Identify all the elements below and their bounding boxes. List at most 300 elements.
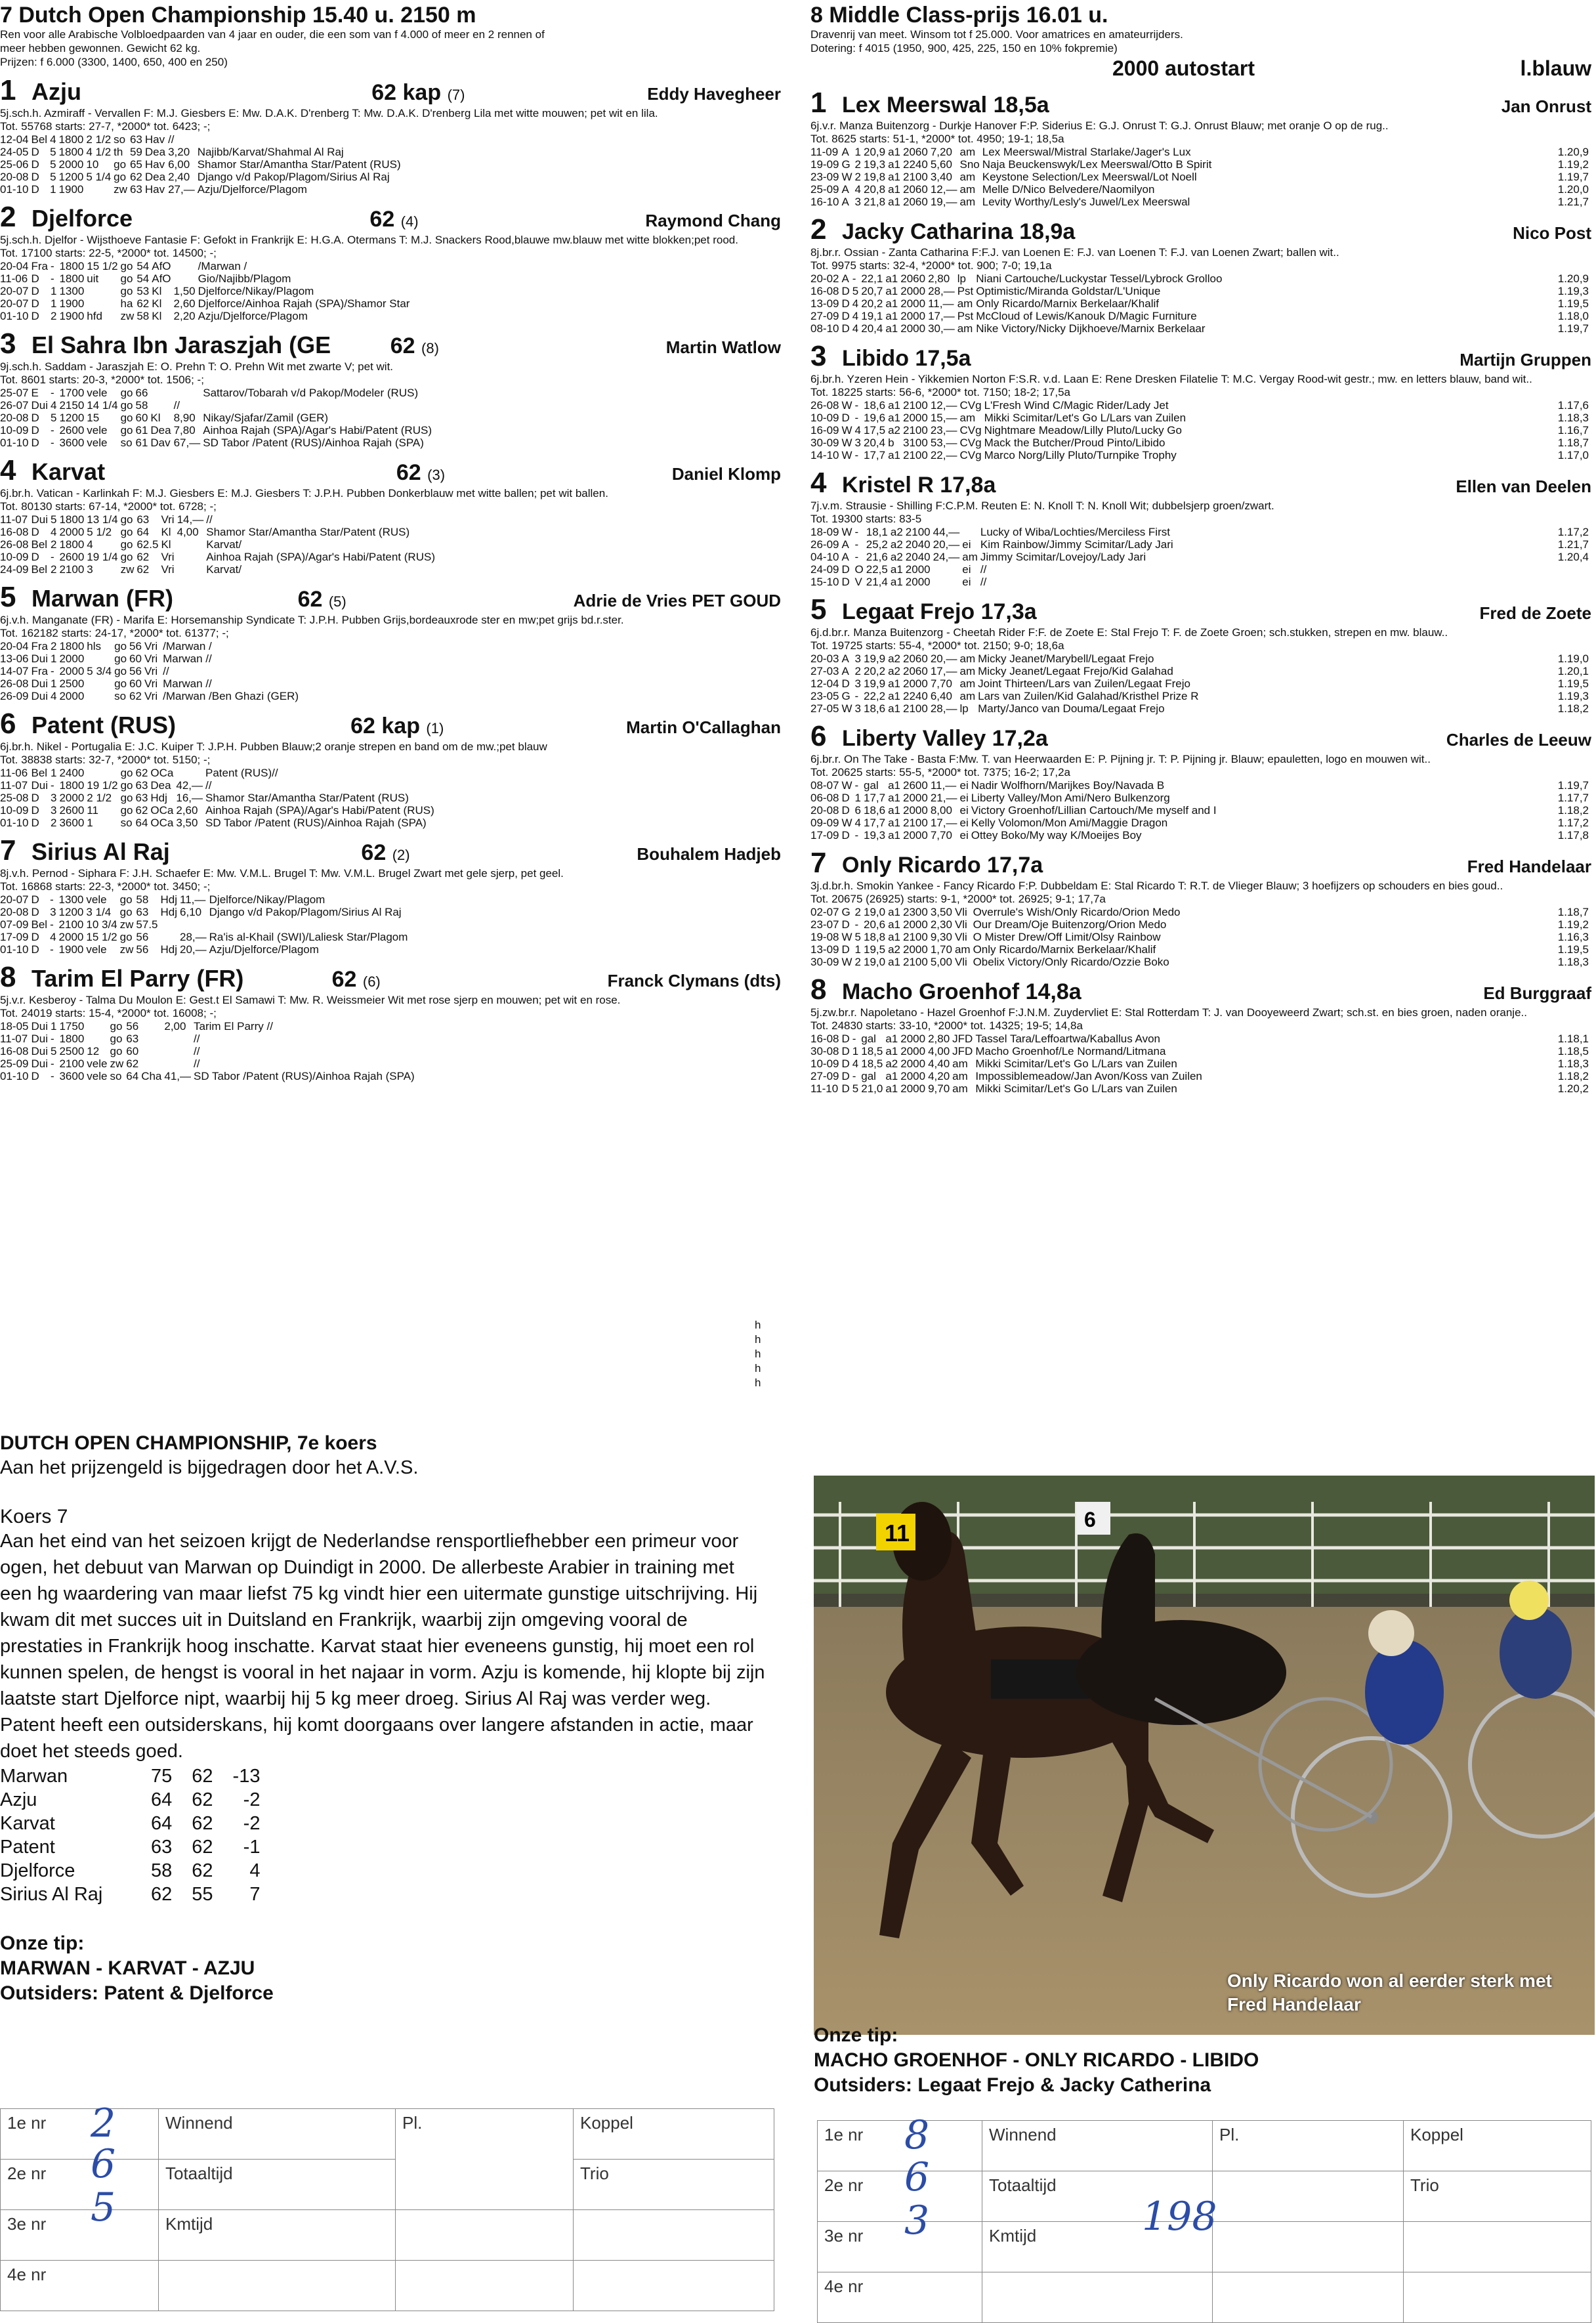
form-cell: am: [959, 146, 976, 158]
form-row: [0, 1045, 781, 1057]
form-cell: vele: [86, 893, 107, 906]
form-cell: 18-09: [810, 526, 839, 538]
form-cell: Lars van Zuilen/Kid Galahad/Kristhel Prize R: [978, 690, 1199, 702]
form-cell: go: [114, 158, 127, 171]
form-cell: D: [31, 272, 39, 285]
form-row: [0, 538, 781, 551]
horse-name: Djelforce: [32, 205, 133, 232]
form-cell: 19,3: [864, 158, 886, 171]
form-cell: go: [120, 399, 133, 412]
form-cell: 5: [51, 1045, 57, 1057]
horse-entry: [810, 593, 1591, 715]
form-cell: a1: [888, 399, 901, 412]
form-cell: [141, 1057, 164, 1070]
form-cell: 4: [854, 424, 861, 437]
form-cell: 21,4: [866, 576, 888, 588]
form-cell: a1: [888, 792, 901, 804]
horse-weight: [369, 207, 645, 232]
form-cell: 2600: [59, 551, 85, 563]
form-cell: 4,40: [928, 1057, 950, 1070]
form-cell: D: [31, 792, 39, 804]
form-row: [810, 551, 1591, 563]
form-cell: Cha: [141, 1070, 162, 1082]
form-cell: 11-07: [0, 1033, 28, 1045]
form-row: [0, 412, 781, 424]
form-cell: 1200: [58, 906, 84, 918]
form-cell: 17,—: [930, 817, 957, 829]
form-cell: 17,7: [864, 449, 886, 461]
form-cell: Vri: [144, 677, 158, 690]
form-row: [810, 690, 1591, 702]
form-cell: gal: [861, 1070, 876, 1082]
form-cell: Obelix Victory/Only Ricardo/Ozzie Boko: [973, 956, 1169, 968]
post-position: (1): [426, 720, 444, 736]
form-cell: Vri: [144, 652, 158, 665]
form-cell: Gio/Najibb/Plagom: [198, 272, 291, 285]
form-cell: 1: [50, 183, 56, 196]
form-cell: so: [114, 690, 127, 702]
form-cell: W: [841, 437, 852, 449]
form-cell: 1.17,6: [1557, 399, 1589, 412]
form-cell: 14-10: [810, 449, 839, 461]
form-cell: go: [120, 260, 133, 272]
form-cell: Ra'is al-Khail (SWI)/Laliesk Star/Plagom: [209, 931, 408, 943]
form-cell: 19,5: [864, 943, 886, 956]
form-cell: [209, 918, 781, 931]
horse-stats: Tot. 16868 starts: 22-3, *2000* tot. 3450; -;: [0, 880, 211, 893]
form-cell: vele: [87, 437, 108, 449]
rating-cell: 4: [249, 1860, 261, 1881]
form-cell: Pst: [957, 310, 974, 322]
form-cell: 1800: [58, 133, 84, 146]
race-description-line: Prijzen: f 6.000 (3300, 1400, 650, 400 en 250): [0, 56, 228, 68]
form-row: [0, 804, 781, 817]
form-cell: 20-02: [810, 272, 839, 285]
form-row: [810, 652, 1591, 665]
form-cell: 53,—: [930, 437, 957, 449]
rating-cell: Sirius Al Raj: [0, 1884, 103, 1905]
form-cell: -: [51, 779, 54, 792]
form-cell: //: [173, 399, 180, 412]
form-cell: 1.18,1: [1557, 1033, 1589, 1045]
bet-label: 1e nr: [818, 2121, 982, 2171]
form-cell: 11,—: [928, 297, 954, 310]
form-cell: 1.18,5: [1557, 1045, 1589, 1057]
form-cell: a1: [888, 158, 901, 171]
form-row: [0, 817, 781, 829]
form-row: [810, 792, 1591, 804]
form-cell: 2400: [59, 767, 85, 779]
form-cell: go: [114, 652, 127, 665]
form-cell: Vli: [954, 931, 967, 943]
form-cell: 60: [135, 412, 148, 424]
form-cell: 5: [50, 146, 56, 158]
autostart-label: 2000 autostart: [1112, 56, 1255, 80]
h-mark: h: [755, 1319, 761, 1331]
form-cell: 16-08: [0, 526, 29, 538]
form-cell: -: [854, 412, 859, 424]
post-position: (7): [447, 87, 465, 103]
form-cell: A: [841, 551, 849, 563]
form-cell: 1.19,3: [1557, 285, 1589, 297]
form-cell: 7,20: [930, 146, 952, 158]
horse-description: 8j.br.r. Ossian - Zanta Catharina F:F.J. van Loenen E: F.J. van Loenen T: F.J. van Loenen Zwart; ballen wit..: [810, 246, 1339, 259]
form-cell: [87, 690, 114, 702]
form-cell: -: [51, 1033, 54, 1045]
form-cell: 12-04: [810, 677, 839, 690]
form-cell: Macho Groenhof/Le Normand/Litmana: [975, 1045, 1166, 1057]
form-cell: 20-04: [0, 640, 29, 652]
form-cell: 10-09: [0, 551, 29, 563]
form-cell: Djelforce/Nikay/Plagom: [209, 893, 326, 906]
form-cell: D: [31, 526, 39, 538]
horse-entry: [810, 87, 1591, 208]
horse-entry: [0, 201, 781, 322]
form-cell: CVg: [959, 437, 982, 449]
form-cell: am: [959, 183, 976, 196]
form-cell: 1.19,5: [1557, 943, 1589, 956]
form-cell: Lex Meerswal/Mistral Starlake/Jager's Lux: [982, 146, 1191, 158]
form-cell: 2000: [59, 665, 85, 677]
form-row: [810, 1045, 1591, 1057]
form-row: [810, 1070, 1591, 1082]
form-row: [810, 1082, 1591, 1095]
form-cell: 2000: [900, 1082, 926, 1095]
form-cell: 30-09: [810, 956, 839, 968]
rating-cell: Karvat: [0, 1813, 55, 1834]
form-cell: 27,—: [168, 183, 195, 196]
form-cell: am: [959, 690, 976, 702]
horse-name: Liberty Valley 17,2a: [842, 726, 1048, 751]
form-table: [0, 767, 781, 829]
form-cell: 3: [51, 804, 57, 817]
form-cell: -: [854, 551, 859, 563]
form-cell: 25-09: [0, 1057, 29, 1070]
form-row: [810, 931, 1591, 943]
form-cell: 1300: [59, 285, 85, 297]
form-cell: [933, 563, 963, 576]
form-cell: 60: [126, 1045, 139, 1057]
form-cell: 14,—: [177, 513, 204, 526]
form-cell: Kl: [152, 310, 162, 322]
driver-name: Adrie de Vries PET GOUD: [573, 591, 781, 610]
rating-cell: -13: [232, 1766, 261, 1787]
form-cell: 1: [51, 652, 57, 665]
form-cell: 2: [51, 538, 57, 551]
form-cell: a1: [888, 677, 901, 690]
form-cell: 2100: [903, 449, 928, 461]
form-cell: V: [854, 576, 862, 588]
form-row: [810, 677, 1591, 690]
form-cell: [198, 133, 781, 146]
form-cell: A: [841, 146, 849, 158]
rating-cell: 62: [192, 1860, 213, 1881]
form-cell: D: [841, 1033, 850, 1045]
form-cell: 15 1/2: [86, 931, 117, 943]
form-row: [810, 272, 1591, 285]
form-cell: 3600: [59, 437, 85, 449]
form-row: [810, 322, 1591, 335]
form-cell: 4: [854, 183, 861, 196]
tip-heading: Onze tip:: [0, 1932, 85, 1954]
form-cell: 2000: [905, 576, 931, 588]
form-cell: 58: [136, 893, 149, 906]
form-cell: 1.17,8: [1557, 829, 1589, 842]
form-cell: 27-09: [810, 1070, 839, 1082]
form-cell: W: [841, 956, 852, 968]
form-cell: 11: [87, 804, 98, 817]
form-cell: Micky Jeanet/Legaat Frejo/Kid Galahad: [978, 665, 1173, 677]
form-cell: //: [980, 576, 987, 588]
form-cell: 1.21,7: [1557, 196, 1589, 208]
form-cell: Dav: [150, 437, 171, 449]
horse-number: 3: [0, 328, 16, 360]
form-cell: 1.20,0: [1557, 183, 1589, 196]
form-cell: go: [119, 893, 133, 906]
form-cell: D: [841, 563, 850, 576]
form-cell: 2000: [59, 526, 85, 538]
form-cell: 17,—: [930, 665, 957, 677]
form-cell: D: [841, 1045, 850, 1057]
form-cell: 1,50: [173, 285, 196, 297]
form-row: [810, 412, 1591, 424]
rating-cell: -2: [243, 1813, 261, 1834]
form-cell: -: [854, 779, 859, 792]
form-cell: Marty/Janco van Douma/Legaat Frejo: [978, 702, 1165, 715]
form-cell: 24-09: [810, 563, 839, 576]
form-cell: Levity Worthy/Lesly's Juwel/Lex Meerswal: [982, 196, 1190, 208]
form-cell: am: [959, 652, 976, 665]
form-cell: 58: [135, 399, 148, 412]
form-cell: Ainhoa Rajah (SPA)/Agar's Habi/Patent (RUS): [203, 424, 432, 437]
bet-label: Kmtijd: [159, 2210, 396, 2261]
form-cell: 62: [136, 563, 150, 576]
form-cell: 19,—: [930, 196, 957, 208]
form-row: [0, 931, 781, 943]
form-cell: Kl: [161, 526, 171, 538]
form-cell: 64: [136, 526, 150, 538]
form-cell: 2000: [903, 804, 928, 817]
form-cell: 19,1: [861, 310, 883, 322]
form-cell: go: [120, 792, 133, 804]
form-cell: A: [841, 538, 849, 551]
form-cell: Kl: [150, 412, 161, 424]
rating-cell: Djelforce: [0, 1860, 75, 1881]
form-cell: [161, 931, 180, 943]
form-cell: 5: [854, 931, 861, 943]
form-cell: 19,6: [864, 412, 886, 424]
bet-label: Pl.: [396, 2109, 574, 2160]
form-cell: 62: [129, 690, 142, 702]
form-cell: 20,—: [180, 943, 207, 956]
form-cell: 11-09: [810, 146, 839, 158]
form-cell: Dea: [144, 171, 166, 183]
form-cell: D: [31, 817, 39, 829]
form-cell: ei: [962, 563, 971, 576]
form-cell: 2300: [903, 906, 928, 918]
form-cell: 01-10: [0, 1070, 29, 1082]
form-cell: 30-09: [810, 437, 839, 449]
form-cell: CVg: [959, 399, 982, 412]
form-cell: 20,2: [864, 665, 886, 677]
form-cell: 2040: [905, 538, 931, 551]
form-cell: a1: [888, 146, 901, 158]
form-cell: 18,6: [864, 702, 886, 715]
form-cell: 01-10: [0, 437, 29, 449]
form-cell: 26-08: [0, 538, 29, 551]
form-cell: -: [854, 449, 859, 461]
form-cell: go: [114, 677, 127, 690]
form-cell: 24,—: [933, 551, 960, 563]
form-cell: 1: [854, 792, 861, 804]
horse-stats: Tot. 24830 starts: 33-10, *2000* tot. 14325; 19-5; 14,8a: [810, 1019, 1083, 1032]
form-cell: 11-07: [0, 513, 28, 526]
form-cell: 27-03: [810, 665, 839, 677]
form-cell: 3: [87, 563, 93, 576]
form-cell: 17,—: [928, 310, 955, 322]
form-cell: 63: [129, 183, 142, 196]
form-cell: 4: [854, 817, 861, 829]
horse-entry: [810, 847, 1591, 968]
horse-name: Jacky Catharina 18,9a: [842, 219, 1076, 244]
driver-name: Franck Clymans (dts): [607, 971, 781, 991]
form-cell: 63: [136, 513, 150, 526]
form-cell: 1.18,2: [1557, 1070, 1589, 1082]
form-cell: 2000: [59, 792, 85, 804]
race-8-description: [810, 28, 1591, 55]
handwritten-pick: 8: [904, 2112, 930, 2158]
form-cell: 13 1/4: [87, 513, 118, 526]
form-cell: Bel: [31, 133, 48, 146]
horse-entry: [0, 834, 781, 956]
form-cell: zw: [119, 943, 134, 956]
form-cell: 4: [51, 399, 57, 412]
horse-stats: Tot. 19725 starts: 55-4, *2000* tot. 2150; 9-0; 18,6a: [810, 639, 1064, 652]
horse-description: 6j.v.h. Manganate (FR) - Marifa E: Horsemanship Syndicate T: J.P.H. Pubben Grijs,bordeauxrode ster en mw;pet grijs bd.r.ster.: [0, 614, 624, 626]
horse-header: [810, 467, 1591, 500]
weight-value: 62: [361, 840, 387, 865]
form-cell: a1: [888, 690, 901, 702]
form-cell: Django v/d Pakop/Plagom/Sirius Al Raj: [209, 906, 402, 918]
form-cell: 2600: [59, 804, 85, 817]
rating-table: [0, 1764, 280, 1906]
horse-number: 5: [810, 593, 827, 626]
rating-cell: 62: [192, 1837, 213, 1858]
form-cell: W: [841, 817, 852, 829]
driver-name: Eddy Havegheer: [647, 84, 781, 104]
form-cell: G: [841, 158, 850, 171]
form-row: [810, 146, 1591, 158]
form-cell: 57.5: [136, 918, 158, 931]
form-cell: 1800: [59, 272, 85, 285]
form-cell: Dea: [150, 779, 171, 792]
left-race-column: [0, 0, 781, 1082]
form-cell: Nikay/Sjafar/Zamil (GER): [203, 412, 329, 424]
form-cell: 2: [854, 906, 861, 918]
horse-stats: Tot. 8601 starts: 20-3, *2000* tot. 1506; -;: [0, 373, 204, 386]
form-cell: //: [980, 563, 987, 576]
form-cell: D: [31, 437, 39, 449]
form-cell: 60: [129, 652, 142, 665]
form-cell: 01-10: [0, 310, 29, 322]
form-cell: D: [841, 1082, 850, 1095]
form-cell: [962, 526, 980, 538]
weight-value: 62 kap: [350, 714, 420, 738]
form-cell: 26-08: [0, 677, 29, 690]
form-cell: 2100: [59, 1057, 85, 1070]
rating-cell: 62: [192, 1789, 213, 1810]
form-cell: gal: [861, 1033, 876, 1045]
form-cell: 2100: [903, 171, 928, 183]
bet-label: Kmtijd: [982, 2222, 1213, 2272]
form-cell: 3,40: [930, 171, 952, 183]
form-cell: 2100: [903, 956, 928, 968]
form-cell: 1.20,2: [1557, 1082, 1589, 1095]
post-position: (5): [328, 593, 346, 610]
form-cell: 1800: [59, 260, 85, 272]
form-cell: 1900: [59, 310, 85, 322]
form-cell: Tassel Tara/Leffoartwa/Kaballus Avon: [975, 1033, 1160, 1045]
form-cell: Bel: [31, 563, 48, 576]
form-cell: 2100: [903, 424, 928, 437]
form-cell: [177, 563, 207, 576]
form-cell: Hav: [144, 183, 165, 196]
horse-number: 5: [0, 581, 16, 613]
form-row: [810, 943, 1591, 956]
rating-cell: 58: [151, 1860, 173, 1881]
form-cell: [164, 1045, 194, 1057]
form-cell: 21,6: [866, 551, 888, 563]
form-cell: 1.18,3: [1557, 1057, 1589, 1070]
championship-heading: DUTCH OPEN CHAMPIONSHIP, 7e koers: [0, 1432, 377, 1454]
form-cell: ei: [959, 792, 969, 804]
form-cell: 1.16,3: [1557, 931, 1589, 943]
form-cell: 1.17,0: [1557, 449, 1589, 461]
form-cell: G: [841, 906, 850, 918]
driver-name: Charles de Leeuw: [1446, 730, 1591, 750]
form-cell: D: [31, 158, 39, 171]
form-cell: Kl: [152, 285, 162, 297]
form-cell: Nike Victory/Nicky Dijkhoeve/Marnix Berkelaar: [976, 322, 1206, 335]
form-cell: [141, 1033, 164, 1045]
form-cell: Dui: [31, 399, 48, 412]
form-cell: //: [194, 1045, 200, 1057]
form-cell: 19,9: [864, 652, 886, 665]
form-cell: 1800: [59, 538, 85, 551]
form-cell: am: [962, 551, 978, 563]
form-cell: a1: [888, 918, 901, 931]
form-cell: W: [841, 399, 852, 412]
form-cell: 21,—: [930, 792, 957, 804]
form-cell: 2: [854, 158, 861, 171]
bet-label: Trio: [1404, 2171, 1591, 2222]
driver-name: Martijn Gruppen: [1460, 350, 1591, 370]
form-cell: 1.20,9: [1557, 272, 1589, 285]
h-mark: h: [755, 1376, 761, 1389]
form-cell: Jimmy Scimitar/Lovejoy/Lady Jari: [980, 551, 1146, 563]
form-cell: 01-10: [0, 817, 29, 829]
form-row: [0, 893, 781, 906]
form-cell: 15,—: [930, 412, 957, 424]
form-cell: Micky Jeanet/Marybell/Legaat Frejo: [978, 652, 1154, 665]
horse-stats: Tot. 8625 starts: 51-1, *2000* tot. 4950; 19-1; 18,5a: [810, 133, 1064, 145]
form-cell: Dui: [31, 652, 48, 665]
form-cell: 12-04: [0, 133, 29, 146]
form-cell: Azju/Djelforce/Plagom: [198, 310, 308, 322]
form-cell: 2500: [59, 677, 85, 690]
form-cell: hfd: [87, 310, 102, 322]
form-cell: W: [841, 171, 852, 183]
